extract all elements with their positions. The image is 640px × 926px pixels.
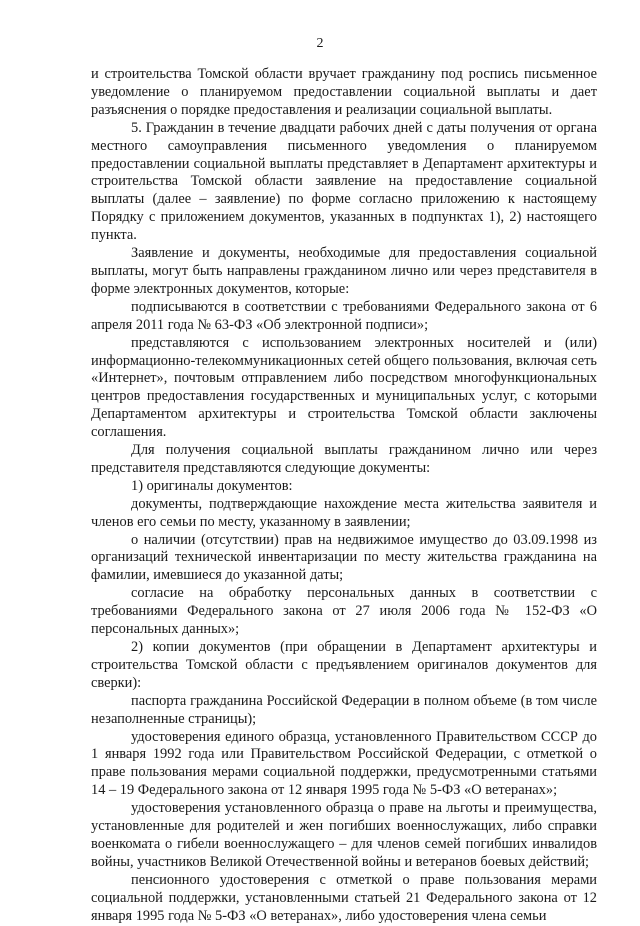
paragraph-passport: паспорта гражданина Российской Федерации в полном объеме (в том числе незаполненные страницы);	[91, 692, 597, 727]
paragraph-personal-data-consent: согласие на обработку персональных данных в соответствии с требованиями Федерального закона от 27 июля 2006 года № 152-ФЗ «О персональных данных»;	[91, 585, 597, 638]
paragraph-residence-docs: документы, подтверждающие нахождение места жительства заявителя и членов его семьи по месту, указанному в заявлении;	[91, 495, 597, 530]
paragraph-submitted-via: представляются с использованием электронных носителей и (или) информационно-телекоммуникационных сетей общего пользования, включая сеть «Интернет», почтовым отправлением либо посредством многофункциональных центров предоставления государственных и муниципальных услуг, с которыми Департаментом архитектуры и строительства Томской области заключены соглашения.	[91, 334, 597, 441]
paragraph-continuation: и строительства Томской области вручает гражданину под роспись письменное уведомление о планируемом предоставлении социальной выплаты и дает разъяснения о порядке предоставления и реализации социальной выплаты.	[91, 66, 597, 118]
paragraph-signed: подписываются в соответствии с требованиями Федерального закона от 6 апреля 2011 года № 63-ФЗ «Об электронной подписи»;	[91, 298, 597, 333]
paragraph-copies-heading: 2) копии документов (при обращении в Департамент архитектуры и строительства Томской области с предъявлением оригиналов документов для сверки):	[91, 639, 597, 691]
page-number: 2	[316, 36, 324, 51]
paragraph-pension-certificate: пенсионного удостоверения с отметкой о праве пользования мерами социальной поддержки, установленными статьей 21 Федерального закона от 12 января 1995 года № 5-ФЗ «О ветеранах», либо удостоверения члена семьи	[91, 871, 597, 924]
paragraph-documents-list-intro: Для получения социальной выплаты гражданином лично или через представителя представляются следующие документы:	[91, 442, 597, 476]
paragraph-benefits-certificate: удостоверения установленного образца о праве на льготы и преимущества, установленные для родителей и жен погибших военнослужащих, либо справки военкомата о гибели военнослужащего – для членов семей погибших инвалидов войны, участников Великой Отечественной войны и ветеранов боевых действий;	[91, 800, 597, 870]
paragraph-electronic-submission: Заявление и документы, необходимые для предоставления социальной выплаты, могут быть направлены гражданином лично или через представителя в форме электронных документов, которые:	[91, 245, 597, 297]
paragraph-originals-heading: 1) оригиналы документов:	[131, 477, 293, 494]
document-body	[91, 66, 597, 926]
paragraph-ussr-certificate: удостоверения единого образца, установленного Правительством СССР до 1 января 1992 года или Правительством Российской Федерации, с отметкой о праве пользования мерами социальной поддержки, предусмотренными статьями 14 – 19 Федерального закона от 12 января 1995 года № 5-ФЗ «О ветеранах»;	[91, 728, 597, 799]
paragraph-item-5: 5. Гражданин в течение двадцати рабочих дней с даты получения от органа местного самоуправления письменного уведомления о планируемом предоставлении социальной выплаты представляет в Департамент архитектуры и строительства Томской области заявление на предоставление социальной выплаты (далее – заявление) по форме согласно приложению к настоящему Порядку с приложением документов, указанных в подпунктах 1), 2) настоящего пункта.	[91, 119, 597, 244]
paragraph-property-rights: о наличии (отсутствии) прав на недвижимое имущество до 03.09.1998 из организаций технической инвентаризации по месту жительства гражданина на фамилии, имевшиеся до указанной даты;	[91, 531, 597, 584]
